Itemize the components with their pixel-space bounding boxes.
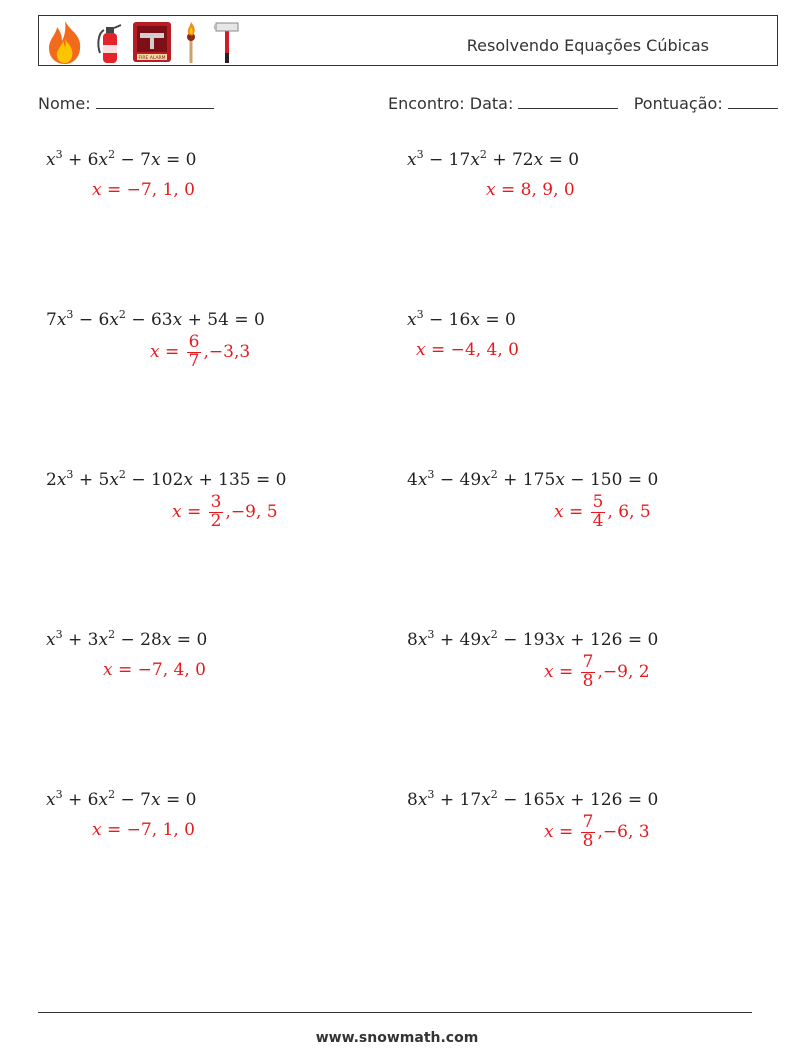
fraction: $\frac{3}{2}$ (210, 492, 222, 531)
page-title: Resolvendo Equações Cúbicas (466, 36, 709, 55)
fire-alarm-icon (132, 19, 172, 65)
footer-url: www.snowmath.com (315, 1030, 479, 1046)
name-blank[interactable] (96, 94, 214, 109)
fire-extinguisher-icon (94, 19, 124, 65)
equation-3: $7x^3 - 6x^2 - 63x + 54 = 0$ (46, 308, 265, 330)
answer-8: x = $\frac{7}{8}$ ,−9, 2 (544, 652, 650, 691)
answer-9: x = −7, 1, 0 (92, 820, 195, 840)
fraction: $\frac{5}{4}$ (592, 492, 604, 531)
header-box (38, 15, 778, 66)
answer-10: x = $\frac{7}{8}$ ,−6, 3 (544, 812, 650, 851)
date-blank[interactable] (518, 94, 618, 109)
score-label: Pontuação: (633, 94, 723, 113)
meeting-field (388, 94, 778, 113)
equation-5: $2x^3 + 5x^2 - 102x + 135 = 0$ (46, 468, 287, 490)
equation-6: $4x^3 - 49x^2 + 175x - 150 = 0$ (407, 468, 659, 490)
fraction: $\frac{6}{7}$ (188, 332, 200, 371)
equation-4: $x^3 - 16x = 0$ (407, 308, 516, 330)
match-icon (180, 19, 202, 65)
equation-2: $x^3 - 17x^2 + 72x = 0$ (407, 148, 580, 170)
flame-icon (44, 19, 86, 65)
fraction: $\frac{7}{8}$ (582, 652, 594, 691)
answer-1: x = −7, 1, 0 (92, 180, 195, 200)
footer-divider (38, 1012, 752, 1013)
equation-7: $x^3 + 3x^2 - 28x = 0$ (46, 628, 208, 650)
equation-10: $8x^3 + 17x^2 - 165x + 126 = 0$ (407, 788, 659, 810)
answer-6: x = $\frac{5}{4}$ , 6, 5 (554, 492, 651, 531)
fraction: $\frac{7}{8}$ (582, 812, 594, 851)
meeting-label: Encontro: Data: (388, 94, 514, 113)
equation-8: $8x^3 + 49x^2 - 193x + 126 = 0$ (407, 628, 659, 650)
answer-4: x = −4, 4, 0 (416, 340, 519, 360)
name-field (38, 94, 214, 113)
equation-9: $x^3 + 6x^2 - 7x = 0$ (46, 788, 197, 810)
svg-text:FIRE ALARM: FIRE ALARM (138, 56, 166, 61)
answer-2: x = 8, 9, 0 (486, 180, 575, 200)
equation-1: $x^3 + 6x^2 - 7x = 0$ (46, 148, 197, 170)
name-label: Nome: (38, 94, 91, 113)
header-icons (44, 19, 244, 65)
answer-3: x = $\frac{6}{7}$ ,−3,3 (150, 332, 251, 371)
score-blank[interactable] (728, 94, 778, 109)
fire-axe-icon (210, 19, 244, 65)
answer-5: x = $\frac{3}{2}$ ,−9, 5 (172, 492, 278, 531)
answer-7: x = −7, 4, 0 (103, 660, 206, 680)
